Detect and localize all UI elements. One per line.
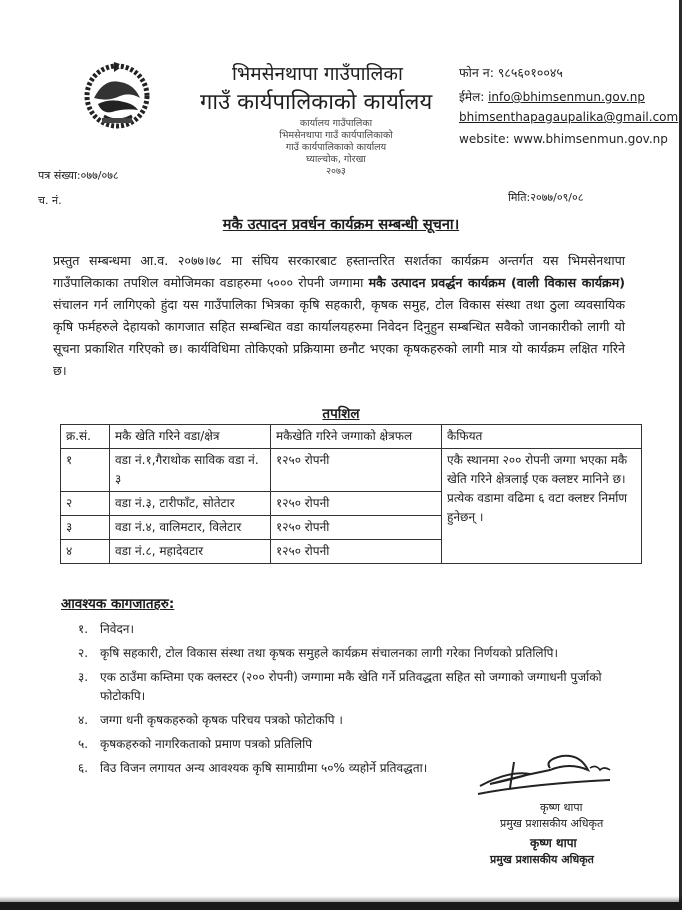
cell-sn: १ <box>61 449 110 492</box>
website-link[interactable]: www.bhimsenmun.gov.np <box>513 132 668 146</box>
notice-title <box>0 214 682 234</box>
item-text: जग्गा धनी कृषकहरुको कृषक परिचय पत्रको फोटोकपि । <box>100 713 343 727</box>
ref-label: पत्र संख्या: <box>38 169 81 182</box>
table-header-row <box>61 425 642 449</box>
website-label: website: <box>459 132 510 146</box>
required-documents-heading <box>61 594 174 612</box>
cell-ward: वडा नं.१,गैराथोक साविक वडा नं. ३ <box>110 449 271 492</box>
letter-date <box>508 190 583 205</box>
office-name: गाउँ कार्यपालिकाको कार्यालय <box>200 90 433 115</box>
stamp-line: २०७३ <box>326 166 346 177</box>
item-text: विउ विजन लगायत अन्य आवश्यक कृषि सामाग्रीमा ५०% व्यहोर्ने प्रतिवद्धता। <box>100 761 428 775</box>
contact-email-primary <box>459 88 645 105</box>
notice-body <box>53 250 625 382</box>
list-item <box>78 620 633 639</box>
column-header-area: मकैखेति गरिने जग्गाको क्षेत्रफल <box>271 425 442 449</box>
notice-body-part2: संचालन गर्न लागिएको हुंदा यस गाउँपालिका भित्रका कृषि सहकारी, कृषक समुह, टोल विकास संस्था तथा ठुला व्यवसायिक कृषि फर्महरुले देहायको कागजात सहित सम्बन्धित वडा कार्यालयहरुमा निवेदन दिनुहुन सम्बन्धित सवैको जानकारीको लागी यो सूचना प्रकाशित गरिएको छ। कार्यविधिमा तोकिएको प्रक्रियामा छनौट भएका कृषकहरुको लागी मात्र यो कार्यक्रम लक्षित गरिने छ। <box>53 297 625 378</box>
cell-sn: ४ <box>61 540 110 564</box>
notice-body-program: मकै उत्पादन प्रवर्द्धन कार्यक्रम (वाली विकास कार्यक्रम) <box>368 275 625 290</box>
item-number: ६. <box>78 761 89 775</box>
signatory-stamp-name: कृष्ण थापा <box>530 836 577 850</box>
notice-body-part1: प्रस्तुत सम्बन्धमा आ.व. २०७७।७८ मा संघिय सरकारबाट हस्तान्तरित सशर्तका कार्यक्रम अन्तर्गत यस भिमसेनथापा गाउँपालिकाका तपशिल वमोजिमका वडाहरुमा ५००० रोपनी जग्गामा <box>53 253 625 290</box>
cell-area: १२५० रोपनी <box>271 516 442 540</box>
signatory-name: कृष्ण थापा <box>540 801 583 814</box>
list-item <box>78 668 633 706</box>
scan-edge-bottom <box>0 902 682 910</box>
cell-area: १२५० रोपनी <box>271 540 442 564</box>
date-label: मिति: <box>508 191 531 204</box>
item-number: ४. <box>78 713 89 727</box>
notice-title-text: मकै उत्पादन प्रवर्धन कार्यक्रम सम्बन्धी सूचना। <box>222 217 460 233</box>
schedule-heading <box>0 404 682 422</box>
office-stamp <box>236 118 436 178</box>
cell-sn: २ <box>61 492 110 516</box>
cell-area: १२५० रोपनी <box>271 449 442 492</box>
email-link-primary[interactable]: info@bhimsenmun.gov.np <box>488 90 645 104</box>
nepal-government-emblem-icon <box>80 58 154 132</box>
table-row <box>61 449 642 492</box>
ref-value: ०७७/०७८ <box>80 169 119 182</box>
item-text: निवेदन। <box>100 622 135 636</box>
signatory-stamp-title: प्रमुख प्रशासकीय अधिकृत <box>490 853 594 866</box>
email-link-secondary[interactable]: bhimsenthapagaupalika@gmail.com <box>459 110 679 124</box>
dispatch-number: च. नं. <box>38 194 62 207</box>
required-documents-heading-text: आवश्यक कागजातहरु: <box>61 596 175 612</box>
stamp-line: गाउँ कार्यपालिकाको कार्यालय <box>285 142 387 153</box>
item-number: १. <box>78 622 89 636</box>
phone-label: फोन न: <box>459 65 494 80</box>
column-header-sn: क्र.सं. <box>61 425 110 449</box>
item-text: कृषि सहकारी, टोल विकास संस्था तथा कृषक समुहले कार्यक्रम संचालनका लागी गरेका निर्णयको प्रतिलिपि। <box>100 646 559 660</box>
stamp-line: भिमसेनथापा गाउँ कार्यपालिकाको <box>279 130 393 141</box>
phone-number: ९८५६०१००४५ <box>497 65 563 80</box>
organization-name: भिमसेनथापा गाउँपालिका <box>232 63 403 85</box>
cell-area: १२५० रोपनी <box>271 492 442 516</box>
item-number: ३. <box>78 670 89 684</box>
item-text: कृषकहरुको नागरिकताको प्रमाण पत्रको प्रतिलिपि <box>100 737 313 751</box>
item-text: एक ठाउँमा कम्तिमा एक क्लस्टर (२०० रोपनी) जग्गामा मकै खेति गर्ने प्रतिवद्धता सहित सो जग्गाको जग्गाधनी पुर्जाको फोटोकपि। <box>100 670 602 703</box>
cell-remark: एकै स्थानमा २०० रोपनी जग्गा भएका मकै खेति गरिने क्षेत्रलाई एक क्लष्टर मानिने छ। प्रत्येक वडामा वढिमा ६ वटा क्लष्टर निर्माण हुनेछन् । <box>442 449 642 564</box>
item-number: ५. <box>78 737 89 751</box>
signature-scribble-icon <box>470 752 620 798</box>
contact-email-secondary <box>459 110 678 124</box>
column-header-ward: मकै खेति गरिने वडा/क्षेत्र <box>110 425 271 449</box>
contact-phone <box>459 64 563 81</box>
signatory-title: प्रमुख प्रशासकीय अधिकृत <box>500 817 604 830</box>
item-number: २. <box>78 646 89 660</box>
cell-ward: वडा नं.४, वालिमटार, विलेटार <box>110 516 271 540</box>
schedule-table <box>60 424 642 564</box>
list-item <box>78 644 633 663</box>
contact-website <box>459 132 668 146</box>
stamp-line: कार्यालय गाउँपालिका <box>299 118 373 129</box>
date-value: २०७७/०९/०८ <box>530 191 584 204</box>
cell-ward: वडा नं.८, महादेवटार <box>110 540 271 564</box>
list-item <box>78 711 633 730</box>
reference-number <box>38 168 119 183</box>
cell-ward: वडा नं.३, टारीफाँट, सोतेटार <box>110 492 271 516</box>
email-label: ईमेल: <box>459 90 485 104</box>
column-header-remark: कैफियत <box>442 425 642 449</box>
cell-sn: ३ <box>61 516 110 540</box>
schedule-heading-text: तपशिल <box>322 406 360 422</box>
stamp-line: घ्याल्चोक, गोरखा <box>306 154 366 165</box>
